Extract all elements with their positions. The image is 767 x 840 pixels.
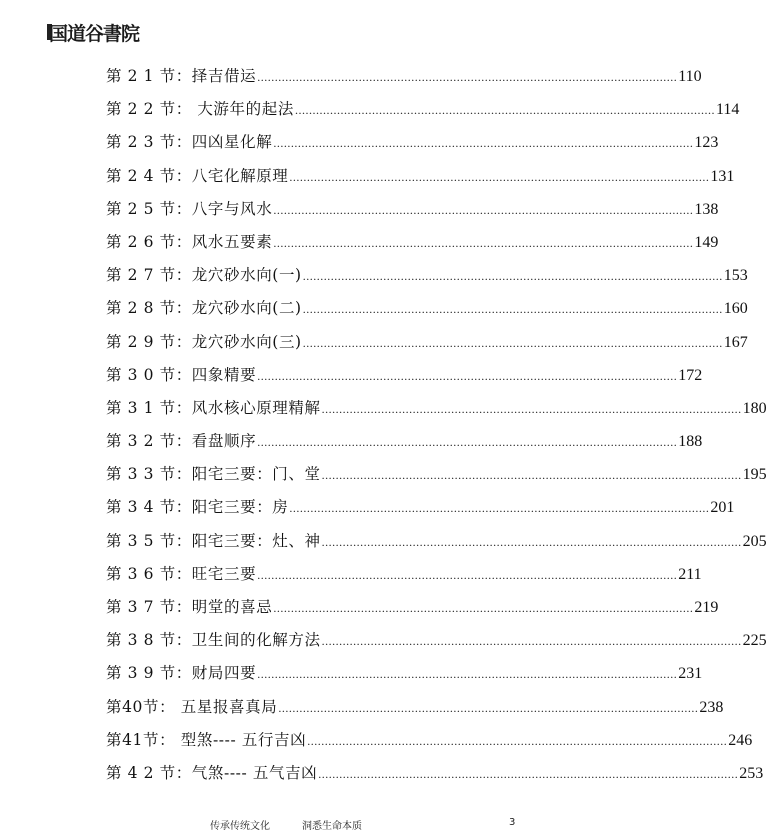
toc-entry-title: 第 3 6 节：旺宅三要 (106, 564, 257, 583)
toc-entry-page: 231 (678, 665, 703, 683)
toc-entry[interactable] (106, 624, 767, 657)
dot-leader: ........................................................................................................................ (257, 667, 678, 682)
toc-entry[interactable] (106, 193, 719, 226)
toc-entry-page: 219 (694, 599, 719, 616)
dot-leader: ........................................................................................................................ (289, 169, 710, 184)
dot-leader: ........................................................................................................................ (294, 103, 715, 118)
toc-entry-title: 第 3 3 节：阳宅三要：门、堂 (106, 465, 321, 484)
toc-entry-title: 第 4 2 节：气煞---- 五气吉凶 (106, 763, 318, 782)
table-of-contents (106, 60, 767, 790)
dot-leader: ........................................................................................................................ (273, 136, 694, 151)
toc-entry-title: 第 3 9 节：财局四要 (106, 664, 257, 683)
dot-leader: ........................................................................................................................ (257, 70, 678, 84)
toc-entry[interactable] (106, 292, 748, 325)
toc-entry-title: 第 2 8 节：龙穴砂水向(二) (106, 299, 302, 318)
toc-entry[interactable] (106, 458, 767, 491)
toc-entry-page: 246 (728, 731, 753, 749)
dot-leader: ........................................................................................................................ (273, 601, 694, 615)
toc-entry-page: 138 (694, 200, 719, 218)
toc-entry[interactable] (106, 226, 719, 259)
footer-slogan-right: 洞悉生命本质 (302, 821, 362, 832)
toc-entry-title: 第 2 2 节： 大游年的起法 (106, 100, 294, 119)
toc-entry[interactable] (106, 591, 719, 624)
toc-entry-page: 211 (678, 565, 702, 583)
toc-entry-title: 第 3 1 节：风水核心原理精解 (106, 398, 321, 417)
toc-entry-title: 第40节： 五星报喜真局 (106, 697, 278, 716)
toc-entry-page: 123 (694, 134, 719, 152)
toc-entry[interactable] (106, 525, 767, 558)
dot-leader: ........................................................................................................................ (273, 202, 694, 217)
dot-leader: ........................................................................................................................ (257, 435, 678, 450)
toc-entry[interactable] (106, 491, 735, 524)
toc-entry-title: 第 3 7 节：明堂的喜忌 (106, 598, 273, 616)
toc-entry[interactable] (106, 724, 753, 757)
toc-entry-page: 149 (694, 233, 719, 251)
dot-leader: ........................................................................................................................ (257, 368, 678, 383)
dot-leader: ........................................................................................................................ (302, 269, 723, 284)
dot-leader: ........................................................................................................................ (257, 567, 678, 582)
toc-entry-page: 253 (739, 764, 764, 782)
toc-entry-page: 205 (742, 532, 767, 550)
toc-entry-title: 第 2 6 节：风水五要素 (106, 232, 273, 251)
toc-entry-title: 第 2 4 节：八宅化解原理 (106, 166, 289, 185)
toc-entry[interactable] (106, 126, 719, 159)
toc-entry[interactable] (106, 558, 702, 591)
toc-entry-title: 第 2 9 节：龙穴砂水向(三) (106, 332, 302, 351)
toc-entry[interactable] (106, 691, 724, 724)
dot-leader: ........................................................................................................................ (273, 235, 694, 250)
toc-entry-title: 第 3 8 节：卫生间的化解方法 (106, 631, 321, 650)
dot-leader: ........................................................................................................................ (307, 733, 728, 748)
toc-entry-title: 第 2 3 节：四凶星化解 (106, 133, 273, 152)
toc-entry-page: 114 (715, 101, 740, 119)
toc-entry-title: 第 2 1 节：择吉借运 (106, 67, 257, 85)
dot-leader: ........................................................................................................................ (278, 700, 699, 715)
dot-leader: ........................................................................................................................ (321, 634, 742, 649)
toc-entry-page: 225 (742, 632, 767, 650)
toc-entry-page: 180 (742, 399, 767, 417)
dot-leader: ........................................................................................................................ (321, 468, 742, 483)
toc-entry-title: 第 3 5 节：阳宅三要：灶、神 (106, 531, 321, 550)
toc-entry[interactable] (106, 757, 764, 790)
publisher-logo: 国道谷書院 (49, 23, 140, 45)
toc-entry[interactable] (106, 359, 703, 392)
dot-leader: ........................................................................................................................ (302, 302, 723, 317)
toc-entry-page: 201 (710, 499, 735, 517)
toc-entry-page: 110 (678, 68, 702, 85)
toc-entry-page: 160 (723, 300, 748, 318)
toc-entry-page: 195 (742, 466, 767, 484)
toc-entry[interactable] (106, 326, 748, 359)
dot-leader: ........................................................................................................................ (321, 401, 742, 416)
toc-entry-title: 第 3 4 节：阳宅三要：房 (106, 498, 289, 517)
toc-entry[interactable] (106, 160, 735, 193)
footer-slogan-left: 传承传统文化 (210, 821, 270, 832)
toc-entry-title: 第 3 0 节：四象精要 (106, 365, 257, 384)
toc-entry-page: 238 (699, 698, 724, 716)
dot-leader: ........................................................................................................................ (289, 501, 710, 516)
toc-entry-page: 167 (723, 333, 748, 351)
toc-entry[interactable] (106, 60, 702, 93)
toc-entry-title: 第 2 5 节：八字与风水 (106, 199, 273, 218)
dot-leader: ........................................................................................................................ (318, 766, 739, 781)
page-number: 3 (509, 817, 516, 828)
toc-entry[interactable] (106, 259, 748, 292)
toc-entry[interactable] (106, 657, 703, 690)
toc-entry-page: 153 (723, 267, 748, 285)
dot-leader: ........................................................................................................................ (321, 534, 742, 549)
toc-entry-title: 第 3 2 节：看盘顺序 (106, 432, 257, 451)
toc-entry-page: 172 (678, 366, 703, 384)
toc-entry[interactable] (106, 93, 740, 126)
toc-entry[interactable] (106, 425, 703, 458)
toc-entry-title: 第41节： 型煞---- 五行吉凶 (106, 730, 307, 749)
toc-entry-title: 第 2 7 节：龙穴砂水向(一) (106, 266, 302, 285)
toc-entry-page: 188 (678, 433, 703, 451)
toc-entry[interactable] (106, 392, 767, 425)
dot-leader: ........................................................................................................................ (302, 335, 723, 350)
toc-entry-page: 131 (710, 167, 735, 185)
